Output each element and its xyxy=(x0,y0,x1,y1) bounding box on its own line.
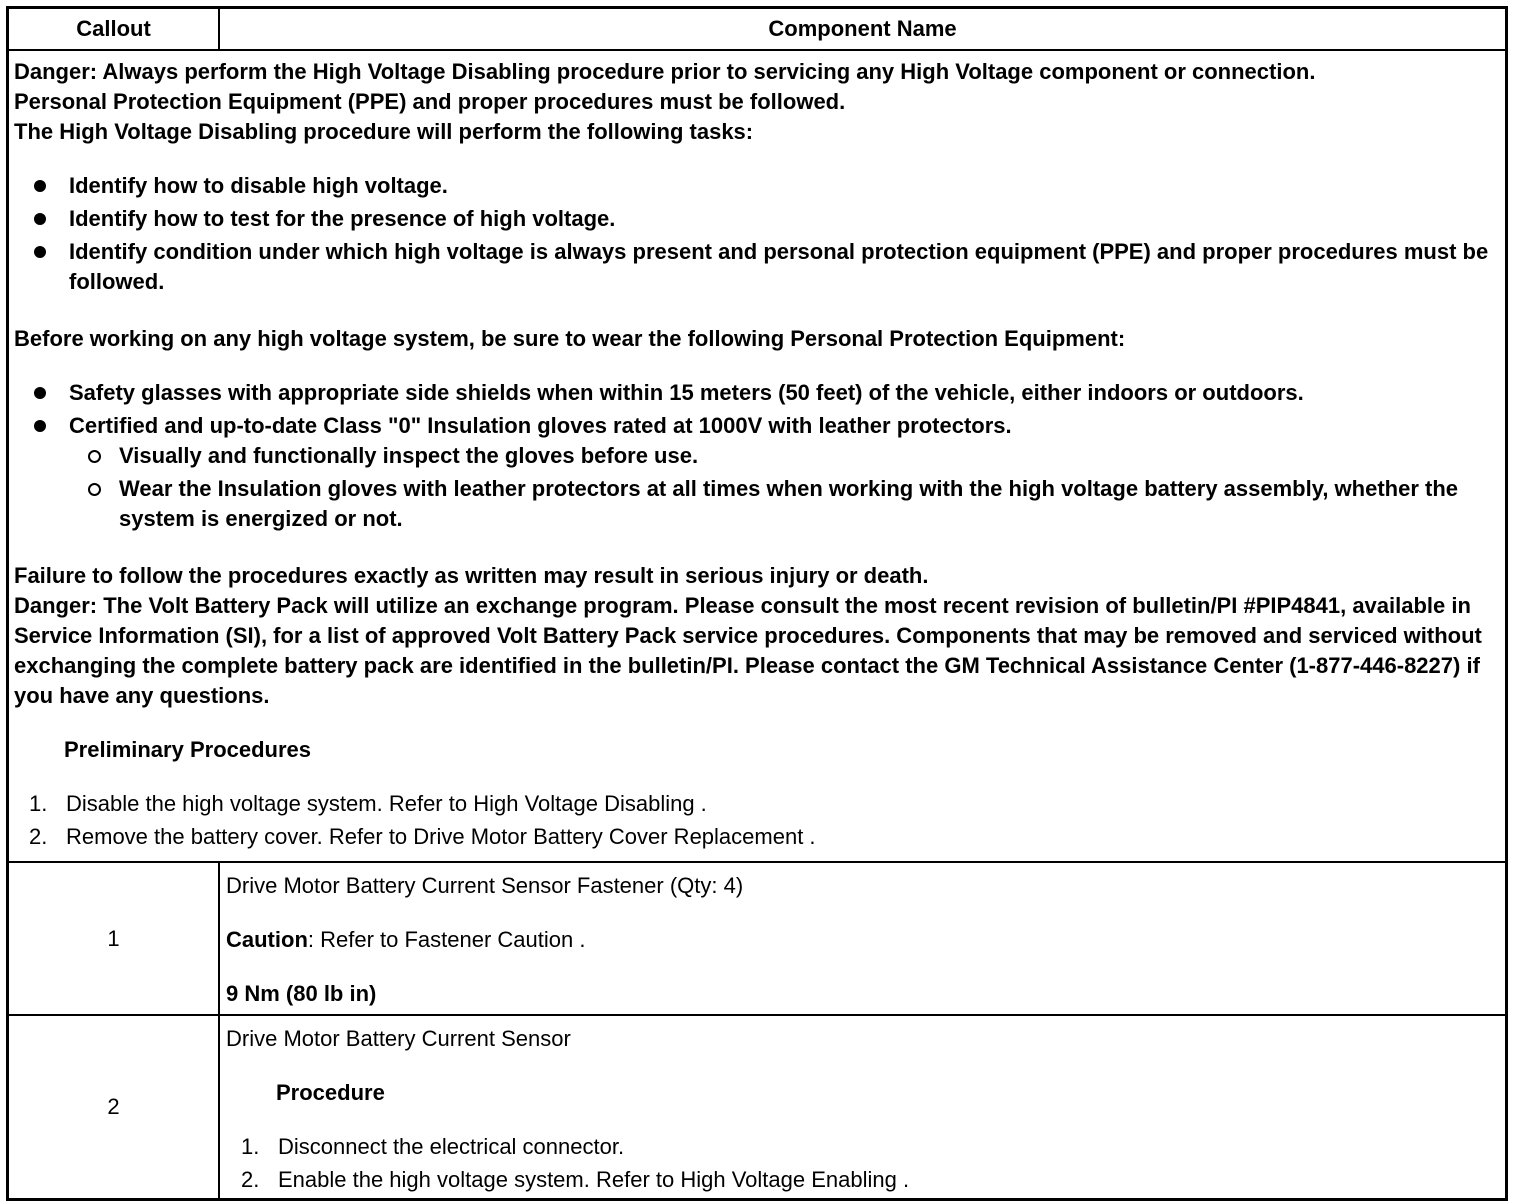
component-cell xyxy=(220,1016,1505,1198)
component-cell xyxy=(220,863,1505,1014)
callout-column-header: Callout xyxy=(9,9,220,49)
table-row xyxy=(9,1014,1505,1198)
callout-number: 2 xyxy=(9,1016,220,1198)
torque-spec: 9 Nm (80 lb in) xyxy=(226,981,377,1006)
glove-sub-list xyxy=(69,441,1501,534)
procedure-heading: Procedure xyxy=(276,1080,385,1105)
step-number: 2. xyxy=(241,1167,260,1192)
procedure-steps-list xyxy=(226,1132,1499,1195)
list-item: Safety glasses with appropriate side shields when within 15 meters (50 feet) of the vehicle, either indoors or outdoors. xyxy=(32,378,1501,408)
step-item xyxy=(29,822,1501,852)
sub-list-item: Visually and functionally inspect the gloves before use. xyxy=(99,441,1501,471)
danger-line-tasks-intro: The High Voltage Disabling procedure will perform the following tasks: xyxy=(14,119,754,144)
step-item xyxy=(241,1132,1499,1162)
table-row xyxy=(9,861,1505,1014)
step-text: Remove the battery cover. Refer to Drive Motor Battery Cover Replacement . xyxy=(66,824,816,849)
danger-line-disabling: Danger: Always perform the High Voltage Disabling procedure prior to servicing any High Voltage component or connection. xyxy=(14,59,1316,84)
list-item-gloves xyxy=(32,411,1501,534)
list-item: Identify condition under which high voltage is always present and personal protection equipment (PPE) and proper procedures must be followed. xyxy=(32,237,1501,297)
step-item xyxy=(241,1165,1499,1195)
callout-number: 1 xyxy=(9,863,220,1014)
ppe-intro: Before working on any high voltage system, be sure to wear the following Personal Protection Equipment: xyxy=(14,326,1126,351)
danger-line-ppe: Personal Protection Equipment (PPE) and proper procedures must be followed. xyxy=(14,89,846,114)
gloves-text: Certified and up-to-date Class "0" Insulation gloves rated at 1000V with leather protectors. xyxy=(69,413,1012,438)
component-name: Drive Motor Battery Current Sensor xyxy=(226,1026,571,1051)
step-number: 2. xyxy=(29,824,48,849)
ppe-list xyxy=(14,378,1501,534)
caution-text: : Refer to Fastener Caution . xyxy=(307,927,586,952)
component-table xyxy=(6,6,1508,1201)
caution-label: Caution xyxy=(226,927,308,952)
task-list xyxy=(14,171,1501,297)
step-text: Disable the high voltage system. Refer to High Voltage Disabling . xyxy=(66,791,707,816)
component-name: Drive Motor Battery Current Sensor Fastener (Qty: 4) xyxy=(226,873,744,898)
step-number: 1. xyxy=(241,1134,260,1159)
table-header-row xyxy=(9,9,1505,49)
caution-line xyxy=(226,925,1499,955)
step-text: Enable the high voltage system. Refer to High Voltage Enabling . xyxy=(278,1167,910,1192)
safety-notes-section xyxy=(9,49,1505,861)
preliminary-steps-list xyxy=(14,789,1501,852)
exchange-program-danger: Danger: The Volt Battery Pack will utilize an exchange program. Please consult the most recent revision of bulletin/PI #PIP4841, available in Service Information (SI), for a list of approved Volt Battery Pack service procedures. Components that may be removed and serviced without exchanging the complete battery pack are identified in the bulletin/PI. Please contact the GM Technical Assistance Center (1-877-446-8227) if you have any questions. xyxy=(14,593,1482,708)
list-item: Identify how to test for the presence of high voltage. xyxy=(32,204,1501,234)
preliminary-procedures-heading: Preliminary Procedures xyxy=(64,737,312,762)
list-item: Identify how to disable high voltage. xyxy=(32,171,1501,201)
component-name-column-header: Component Name xyxy=(768,16,957,41)
step-item xyxy=(29,789,1501,819)
sub-list-item: Wear the Insulation gloves with leather protectors at all times when working with the high voltage battery assembly, whether the system is energized or not. xyxy=(99,474,1501,534)
step-text: Disconnect the electrical connector. xyxy=(278,1134,625,1159)
failure-warning: Failure to follow the procedures exactly as written may result in serious injury or death. xyxy=(14,563,929,588)
step-number: 1. xyxy=(29,791,48,816)
